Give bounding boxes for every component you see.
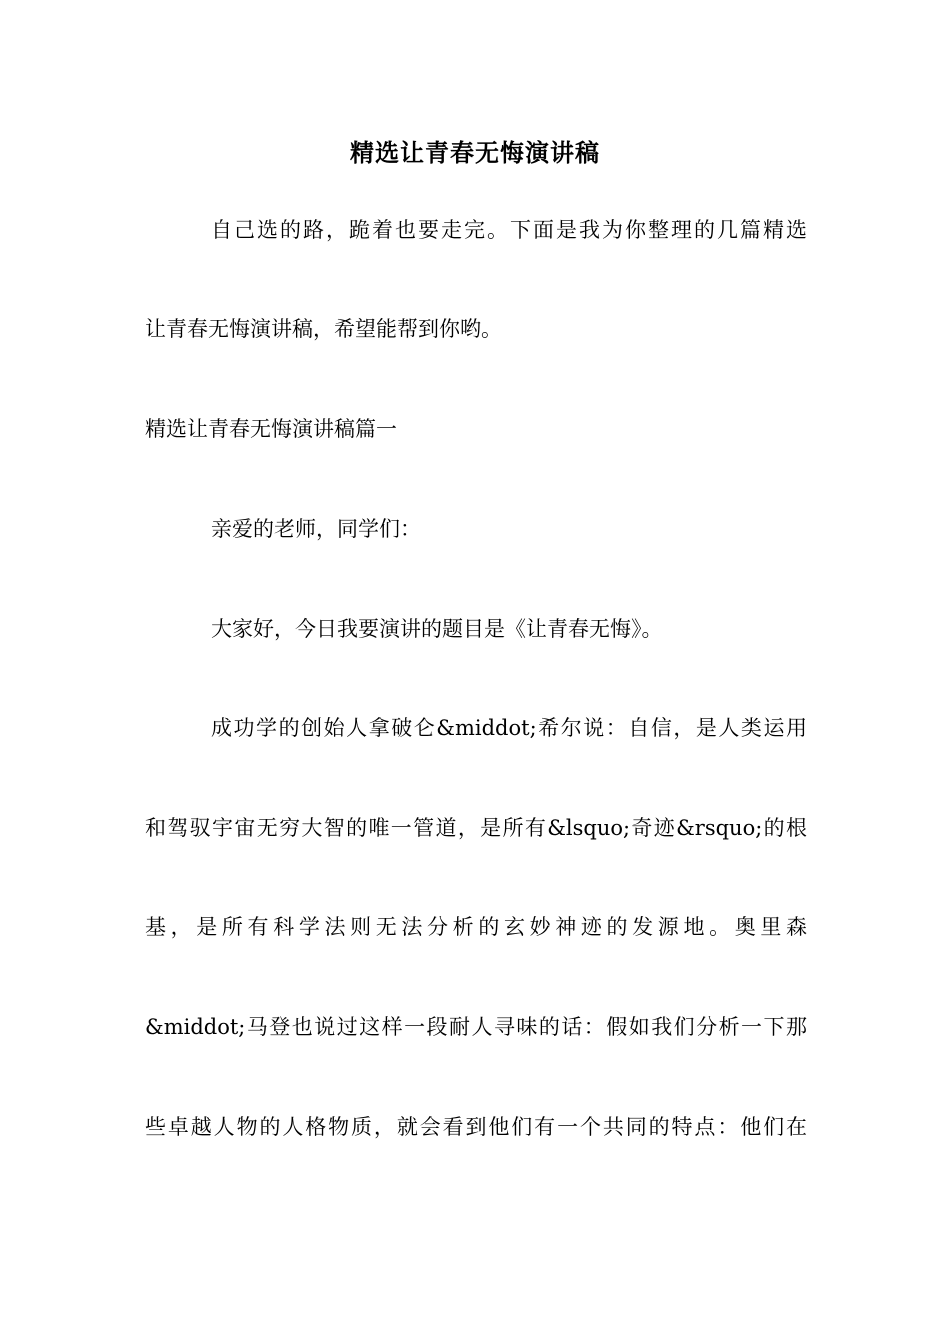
paragraph-line: 些卓越人物的人格物质，就会看到他们有一个共同的特点：他们在 [145, 1115, 807, 1139]
paragraph-line: 成功学的创始人拿破仑&middot;希尔说：自信，是人类运用 [211, 716, 807, 740]
paragraph-line: 亲爱的老师，同学们： [211, 517, 421, 541]
paragraph-line: 大家好，今日我要演讲的题目是《让青春无悔》。 [211, 617, 663, 641]
document-title: 精选让青春无悔演讲稿 [350, 138, 600, 167]
paragraph-line: 和驾驭宇宙无穷大智的唯一管道，是所有&lsquo;奇迹&rsquo;的根 [145, 816, 807, 840]
paragraph-line: 让青春无悔演讲稿，希望能帮到你哟。 [145, 317, 502, 341]
paragraph-line: 自己选的路，跪着也要走完。下面是我为你整理的几篇精选 [211, 218, 807, 242]
paragraph-line: 基，是所有科学法则无法分析的玄妙神迹的发源地。奥里森 [145, 915, 807, 939]
section-heading: 精选让青春无悔演讲稿篇一 [145, 417, 397, 441]
paragraph-line: &middot;马登也说过这样一段耐人寻味的话：假如我们分析一下那 [145, 1015, 807, 1039]
